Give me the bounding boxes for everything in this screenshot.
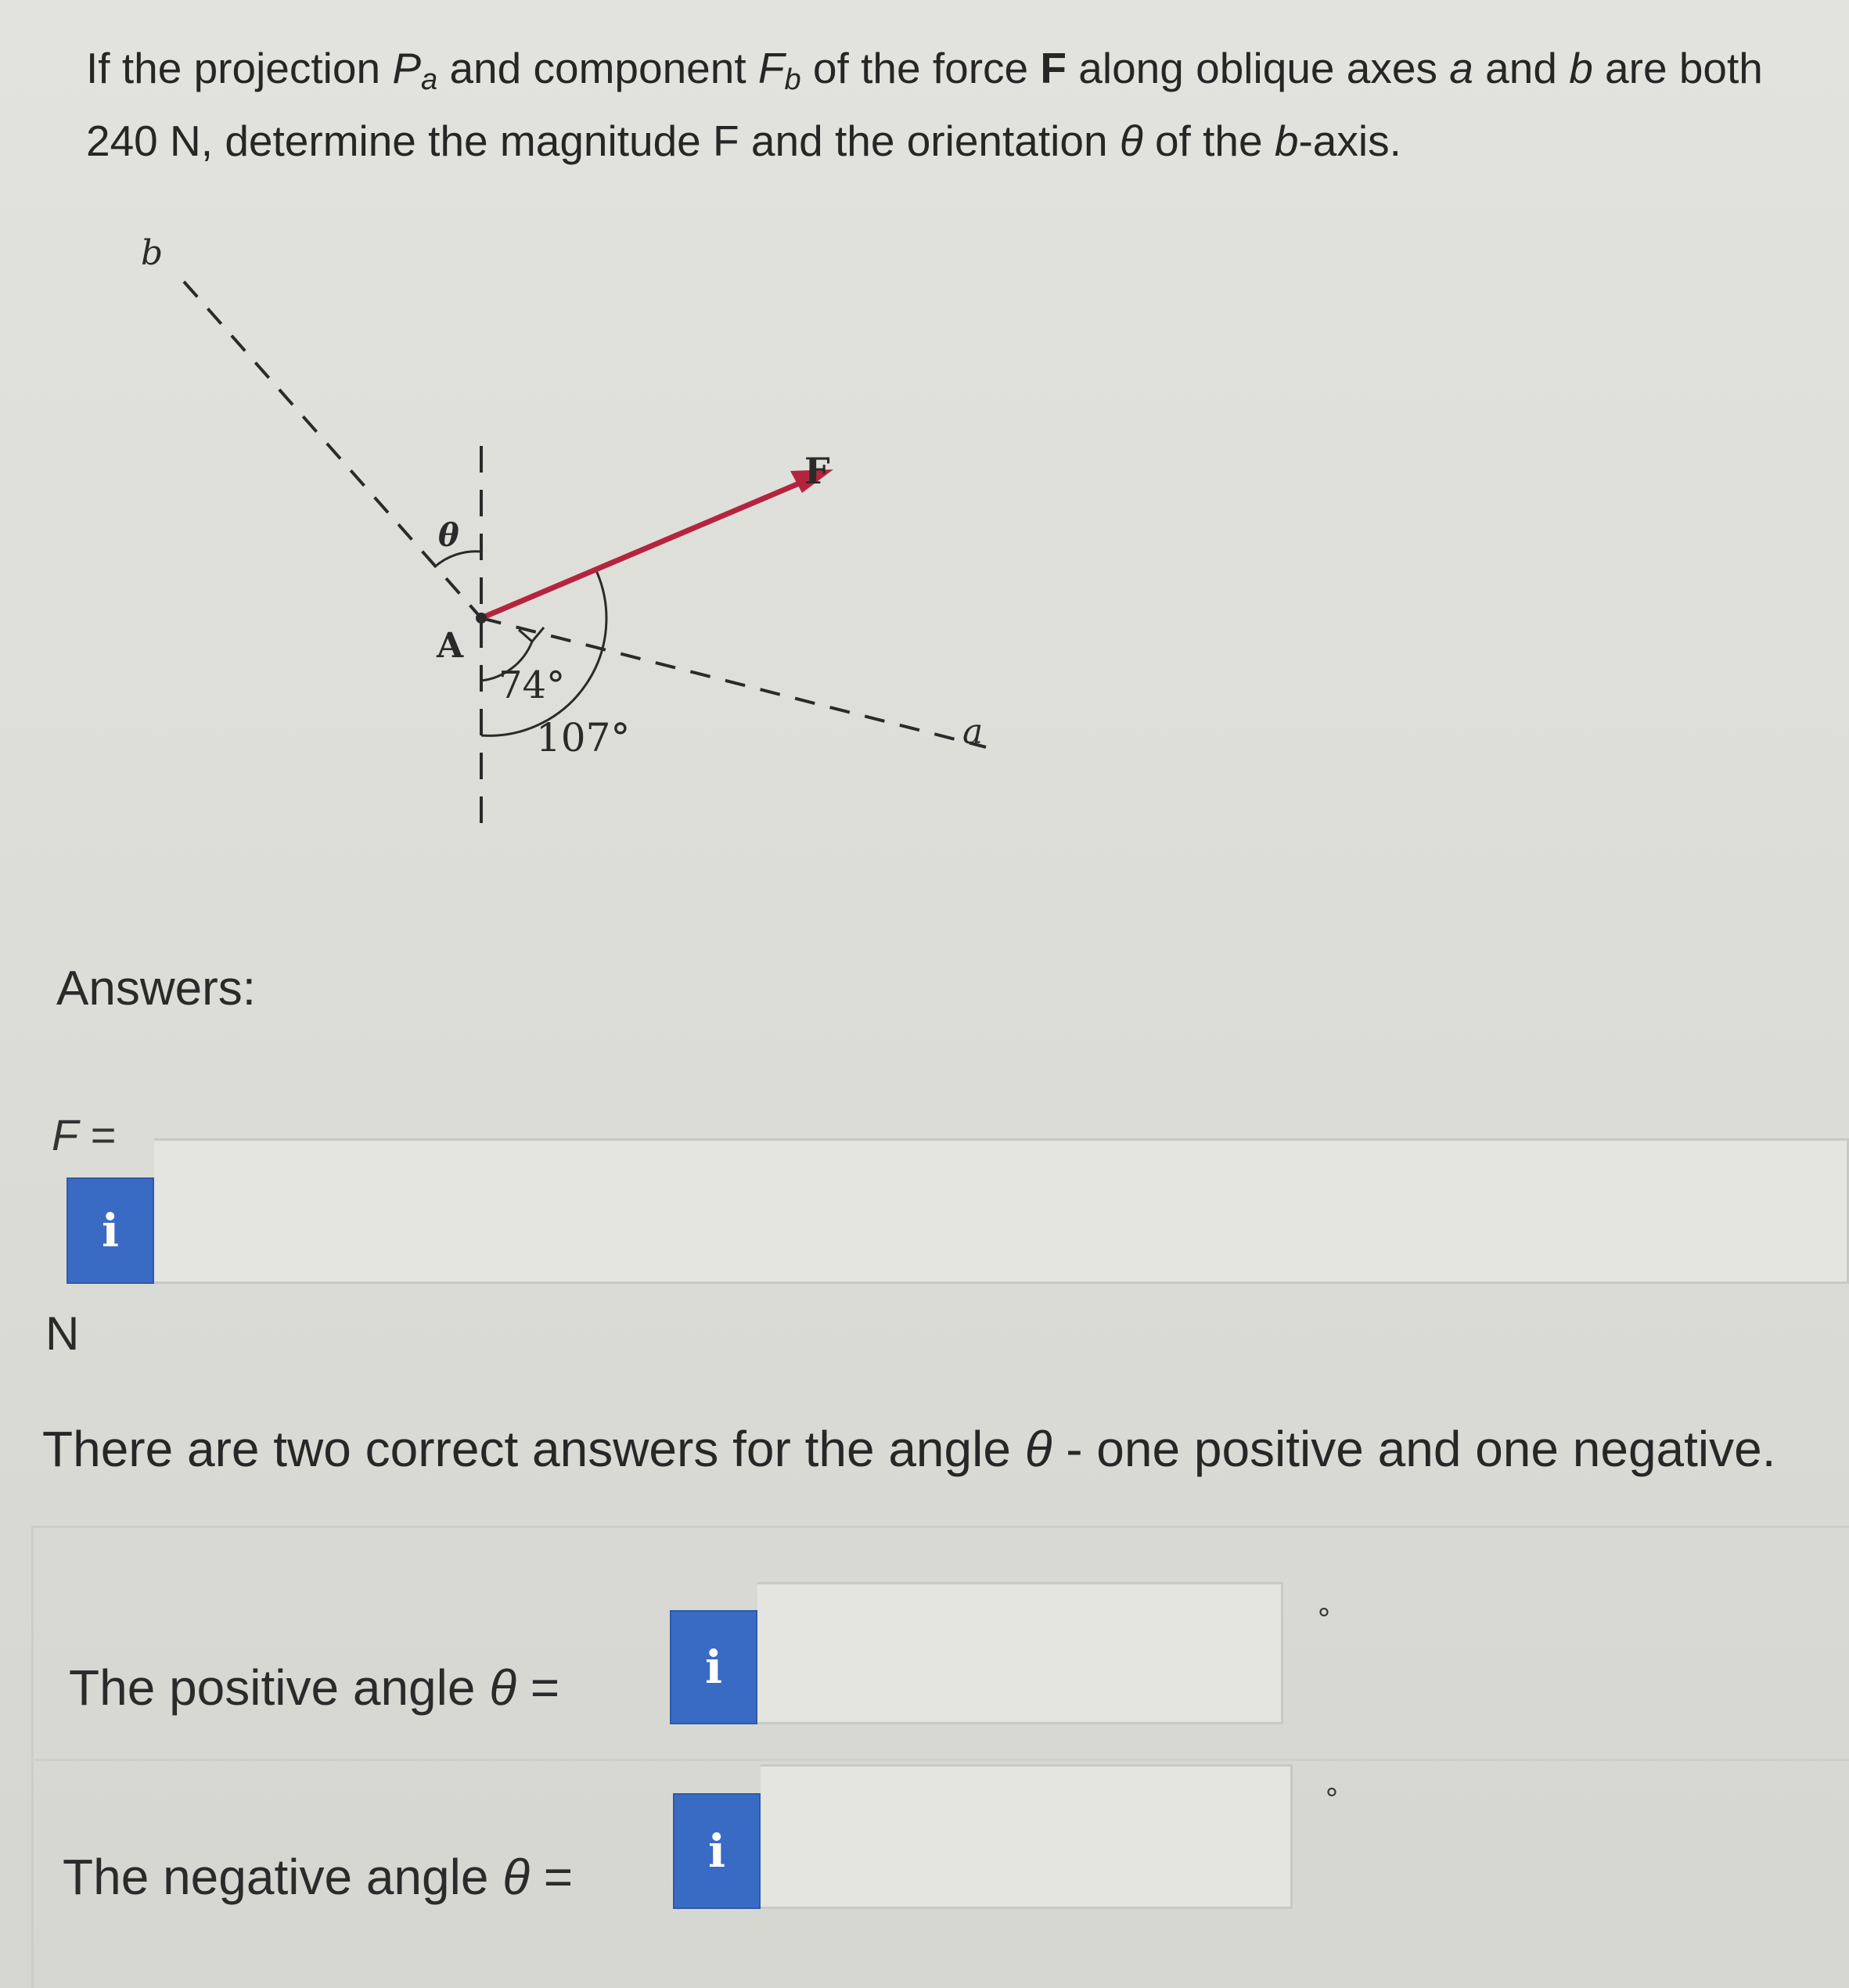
q-Pa-sub: a xyxy=(421,63,438,96)
force-diagram xyxy=(47,219,1049,861)
q-Pa: P xyxy=(392,44,422,92)
q-theta: θ xyxy=(1119,117,1143,165)
q-text-3: of the force xyxy=(800,44,1041,92)
theta-note xyxy=(42,1420,1776,1478)
q-Fb: F xyxy=(757,44,785,92)
point-A xyxy=(476,613,487,624)
q-text-1: If the projection xyxy=(86,44,393,92)
negative-angle-input[interactable] xyxy=(761,1764,1293,1909)
problem-statement xyxy=(86,38,1831,171)
negative-theta-symbol: θ xyxy=(502,1849,530,1905)
negative-degree-unit: ° xyxy=(1326,1782,1338,1817)
F-equals: = xyxy=(78,1110,117,1159)
label-F: F xyxy=(804,450,830,492)
q-axis-b2: b xyxy=(1274,117,1299,165)
F-magnitude-input[interactable] xyxy=(154,1138,1849,1284)
q-text-8: -axis. xyxy=(1298,117,1401,165)
b-axis-line xyxy=(184,282,481,618)
q-text-4: along oblique axes xyxy=(1067,44,1450,92)
positive-label-text: The positive angle xyxy=(69,1659,490,1716)
label-a: a xyxy=(962,712,984,752)
q-Fb-sub: b xyxy=(784,63,801,96)
label-74deg: 74° xyxy=(498,663,566,707)
q-text-5: and xyxy=(1473,44,1570,92)
F-unit-label: N xyxy=(45,1307,80,1360)
F-info-button[interactable]: i xyxy=(67,1177,154,1284)
note-text-2: - one positive and one negative. xyxy=(1052,1421,1776,1477)
positive-angle-label xyxy=(69,1659,559,1717)
negative-angle-info-button[interactable]: i xyxy=(673,1793,761,1909)
force-vector xyxy=(481,479,810,618)
angle-row-divider xyxy=(31,1759,1849,1761)
F-input-label xyxy=(52,1109,116,1160)
positive-angle-input[interactable] xyxy=(757,1582,1283,1724)
label-theta: θ xyxy=(438,517,459,554)
positive-theta-symbol: θ xyxy=(489,1659,516,1716)
q-text-6: are both 240 N, determine the magnitude F and the orientation xyxy=(86,44,1763,165)
answers-heading: Answers: xyxy=(56,962,256,1016)
negative-label-text: The negative angle xyxy=(63,1849,503,1905)
negative-angle-label xyxy=(63,1848,573,1906)
negative-label-eq: = xyxy=(529,1849,574,1905)
q-axis-a: a xyxy=(1449,44,1473,92)
q-F-bold: F xyxy=(1040,44,1067,92)
q-text-7: of the xyxy=(1142,117,1275,165)
note-text-1: There are two correct answers for the angle xyxy=(42,1421,1025,1477)
label-b: b xyxy=(141,233,164,273)
positive-degree-unit: ° xyxy=(1318,1602,1330,1637)
F-symbol: F xyxy=(52,1110,79,1159)
note-theta: θ xyxy=(1024,1421,1052,1477)
positive-label-eq: = xyxy=(516,1659,560,1716)
q-axis-b: b xyxy=(1569,44,1593,92)
q-text-2: and component xyxy=(437,44,758,92)
label-107deg: 107° xyxy=(536,715,631,760)
label-A: A xyxy=(437,626,464,666)
positive-angle-info-button[interactable]: i xyxy=(670,1610,757,1724)
